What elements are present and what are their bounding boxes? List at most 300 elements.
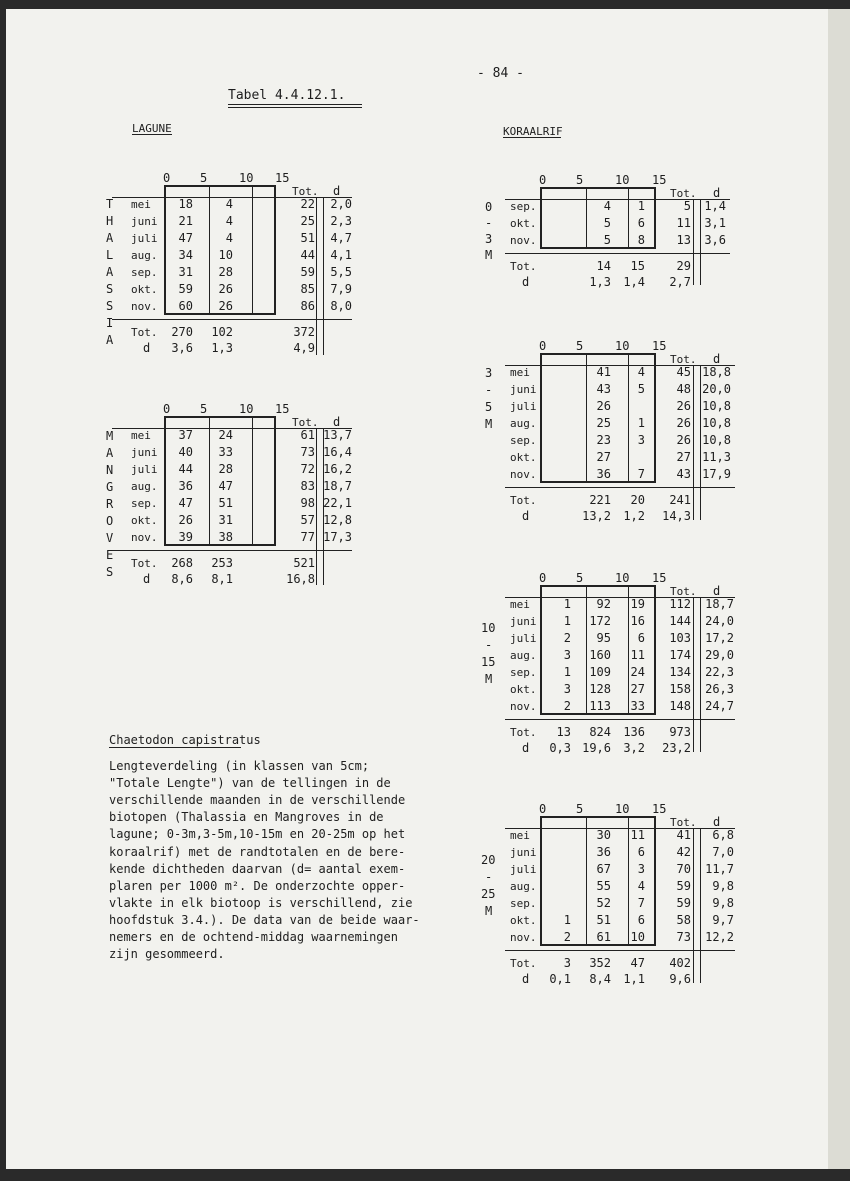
mangroves-cell: 44 [178,462,193,476]
reef_0_3-month-label: sep. [510,200,537,213]
mangroves-cell: 47 [218,479,233,493]
thalassia-cell: 2,3 [330,214,352,228]
mangroves-side-label: A [106,446,114,460]
reef_10_15-density-cell: 19,6 [582,741,611,755]
reef_0_3-axis-label: 0 [539,173,547,187]
reef_10_15-tot-header: Tot. [670,585,697,598]
reef_3_5-cell: 3 [637,433,645,447]
reef_20_25-density-cell: 0,1 [549,972,571,986]
thalassia-axis-label: 0 [163,171,171,185]
reef_3_5-month-label: juli [510,400,537,413]
reef_10_15-cell: 18,7 [705,597,734,611]
reef_0_3-cell: 13 [676,233,691,247]
reef_20_25-month-label: aug. [510,880,537,893]
mangroves-cell: 47 [178,496,193,510]
reef_0_3-side-label: M [485,248,493,262]
mangroves-total-cell: 268 [171,556,193,570]
reef_3_5-cell: 17,9 [702,467,731,481]
reef_0_3-month-label: okt. [510,217,537,230]
reef_10_15-cell: 95 [596,631,611,645]
thalassia-density-cell: 4,9 [293,341,315,355]
reef_20_25-cell: 3 [637,862,645,876]
reef_20_25-side-label: - [485,870,493,884]
thalassia-cell: 31 [178,265,193,279]
reef_0_3-axis-label: 15 [652,173,667,187]
reef_3_5-axis-label: 5 [576,339,584,353]
reef_20_25-tot-header: Tot. [670,816,697,829]
reef_20_25-axis-label: 0 [539,802,547,816]
thalassia-tot-row-label: Tot. [131,326,158,339]
table-title: Tabel 4.4.12.1. [228,88,346,103]
mangroves-cell: 38 [218,530,233,544]
caption-heading-underline [109,747,241,748]
reef_20_25-cell: 58 [676,913,691,927]
reef_10_15-month-label: mei [510,598,530,611]
reef_0_3-side-label: 3 [485,232,493,246]
reef_3_5-side-label: 5 [485,400,493,414]
mangroves-axis-label: 15 [275,402,290,416]
mangroves-month-label: sep. [131,497,158,510]
reef_0_3-density-cell: 1,4 [623,275,645,289]
reef_10_15-cell: 24,7 [705,699,734,713]
thalassia-d-row-label: d [143,341,151,355]
reef_10_15-cell: 6 [637,631,645,645]
thalassia-cell: 8,0 [330,299,352,313]
thalassia-month-label: sep. [131,266,158,279]
caption-line: hoofdstuk 3.4.). De data van de beide waar- [109,912,420,927]
thalassia-tot-header: Tot. [292,185,319,198]
reef_10_15-cell: 172 [589,614,611,628]
reef_3_5-cell: 43 [596,382,611,396]
reef_10_15-cell: 2 [563,699,571,713]
reef_20_25-cell: 6 [637,845,645,859]
thalassia-cell: 34 [178,248,193,262]
reef_10_15-cell: 109 [589,665,611,679]
mangroves-cell: 17,3 [323,530,352,544]
reef_20_25-cell: 10 [630,930,645,944]
mangroves-cell: 26 [178,513,193,527]
mangroves-side-label: M [106,429,114,443]
page-number: - 84 - [477,66,524,81]
reef_0_3-density-cell: 2,7 [669,275,691,289]
reef_10_15-cell: 24 [630,665,645,679]
mangroves-cell: 28 [218,462,233,476]
reef_10_15-d-row-label: d [522,741,530,755]
reef_3_5-cell: 10,8 [702,433,731,447]
reef_10_15-total-cell: 824 [589,725,611,739]
reef_0_3-d-row-label: d [522,275,530,289]
reef_10_15-cell: 1 [563,665,571,679]
mangroves-cell: 12,8 [323,513,352,527]
reef_10_15-month-label: nov. [510,700,537,713]
reef_20_25-cell: 36 [596,845,611,859]
reef_10_15-cell: 134 [669,665,691,679]
reef_10_15-cell: 3 [563,682,571,696]
mangroves-cell: 16,4 [323,445,352,459]
caption-line: nemers en de ochtend-middag waarnemingen [109,930,398,944]
reef_10_15-density-cell: 0,3 [549,741,571,755]
mangroves-cell: 16,2 [323,462,352,476]
reef_3_5-total-cell: 241 [669,493,691,507]
reef_10_15-cell: 148 [669,699,691,713]
thalassia-side-label: S [106,282,114,296]
reef_10_15-axis-label: 15 [652,571,667,585]
thalassia-side-label: S [106,299,114,313]
reef_20_25-cell: 11 [630,828,645,842]
thalassia-side-label: A [106,333,114,347]
reef_10_15-cell: 3 [563,648,571,662]
reef_20_25-cell: 11,7 [705,862,734,876]
mangroves-cell: 13,7 [323,428,352,442]
reef_20_25-month-label: mei [510,829,530,842]
reef_3_5-axis-label: 10 [615,339,630,353]
mangroves-cell: 57 [300,513,315,527]
reef_0_3-cell: 4 [603,199,611,213]
reef_20_25-total-cell: 352 [589,956,611,970]
reef_0_3-cell: 3,1 [704,216,726,230]
reef_20_25-month-label: sep. [510,897,537,910]
reef_10_15-month-label: juli [510,632,537,645]
mangroves-cell: 77 [300,530,315,544]
reef_20_25-cell: 6 [637,913,645,927]
thalassia-cell: 5,5 [330,265,352,279]
reef_10_15-cell: 24,0 [705,614,734,628]
reef_10_15-cell: 113 [589,699,611,713]
reef_10_15-side-label: 10 [481,621,496,635]
reef_10_15-axis-label: 10 [615,571,630,585]
reef_20_25-cell: 52 [596,896,611,910]
thalassia-side-label: A [106,265,114,279]
reef_10_15-cell: 1 [563,614,571,628]
reef_20_25-cell: 41 [676,828,691,842]
reef_3_5-total-cell: 20 [630,493,645,507]
reef_10_15-d-header: d [713,584,721,598]
mangroves-cell: 83 [300,479,315,493]
reef_0_3-cell: 5 [683,199,691,213]
mangroves-cell: 51 [218,496,233,510]
mangroves-class-rule [252,418,253,544]
reef_20_25-cell: 55 [596,879,611,893]
thalassia-cell: 26 [218,299,233,313]
thalassia-cell: 4 [225,214,233,228]
reef_10_15-axis-label: 0 [539,571,547,585]
reef_10_15-cell: 92 [596,597,611,611]
caption-line: kende dichtheden daarvan (d= aantal exem- [109,861,406,876]
thalassia-cell: 86 [300,299,315,313]
mangroves-density-cell: 16,8 [286,572,315,586]
reef_10_15-cell: 112 [669,597,691,611]
thalassia-cell: 25 [300,214,315,228]
thalassia-axis-label: 5 [200,171,208,185]
reef_10_15-cell: 174 [669,648,691,662]
reef_10_15-cell: 29,0 [705,648,734,662]
reef_3_5-cell: 18,8 [702,365,731,379]
reef_3_5-cell: 23 [596,433,611,447]
mangroves-d-header: d [333,415,341,429]
thalassia-cell: 51 [300,231,315,245]
mangroves-cell: 40 [178,445,193,459]
thalassia-cell: 47 [178,231,193,245]
reef_10_15-axis-label: 5 [576,571,584,585]
mangroves-month-label: aug. [131,480,158,493]
reef_3_5-cell: 10,8 [702,399,731,413]
title-underline [228,104,362,105]
thalassia-cell: 4 [225,231,233,245]
thalassia-cell: 28 [218,265,233,279]
reef_10_15-cell: 16 [630,614,645,628]
mangroves-cell: 98 [300,496,315,510]
mangroves-side-label: S [106,565,114,579]
reef_10_15-cell: 26,3 [705,682,734,696]
mangroves-axis-label: 10 [239,402,254,416]
reef_10_15-total-cell: 136 [623,725,645,739]
reef_20_25-cell: 12,2 [705,930,734,944]
reef_10_15-cell: 17,2 [705,631,734,645]
reef_0_3-axis-label: 5 [576,173,584,187]
reef_20_25-d-row-label: d [522,972,530,986]
reef_20_25-axis-label: 5 [576,802,584,816]
thalassia-month-label: nov. [131,300,158,313]
thalassia-cell: 2,0 [330,197,352,211]
reef_10_15-total-cell: 13 [556,725,571,739]
mangroves-cell: 33 [218,445,233,459]
reef_0_3-mid-rule [505,253,730,254]
reef_0_3-cell: 11 [676,216,691,230]
reef_0_3-axis-label: 10 [615,173,630,187]
reef_20_25-month-label: nov. [510,931,537,944]
thalassia-cell: 18 [178,197,193,211]
thalassia-month-label: mei [131,198,151,211]
thalassia-month-label: aug. [131,249,158,262]
next-page-edge [828,9,850,1169]
reef_10_15-cell: 1 [563,597,571,611]
reef_3_5-cell: 41 [596,365,611,379]
reef_3_5-cell: 27 [596,450,611,464]
lagune-heading: LAGUNE [132,122,172,135]
mangroves-side-label: V [106,531,114,545]
caption-line: lagune; 0-3m,3-5m,10-15m en 20-25m op het [109,827,406,842]
reef_10_15-cell: 158 [669,682,691,696]
mangroves-month-label: okt. [131,514,158,527]
reef_10_15-cell: 103 [669,631,691,645]
reef_10_15-cell: 144 [669,614,691,628]
mangroves-cell: 39 [178,530,193,544]
reef_0_3-density-cell: 1,3 [589,275,611,289]
caption-line: verschillende maanden in de verschillende [109,793,406,808]
reef_3_5-density-cell: 13,2 [582,509,611,523]
thalassia-cell: 4,1 [330,248,352,262]
mangroves-density-cell: 8,1 [211,572,233,586]
mangroves-d-row-label: d [143,572,151,586]
reef_3_5-month-label: juni [510,383,537,396]
koraalrif-heading: KORAALRIF [503,125,563,138]
thalassia-cell: 21 [178,214,193,228]
reef_3_5-cell: 43 [676,467,691,481]
reef_20_25-cell: 9,8 [712,879,734,893]
thalassia-cell: 4,7 [330,231,352,245]
reef_20_25-cell: 61 [596,930,611,944]
reef_3_5-month-label: nov. [510,468,537,481]
reef_0_3-d-header: d [713,186,721,200]
reef_20_25-cell: 9,7 [712,913,734,927]
reef_20_25-cell: 70 [676,862,691,876]
reef_20_25-cell: 2 [563,930,571,944]
reef_3_5-month-label: okt. [510,451,537,464]
thalassia-side-label: I [106,316,114,330]
reef_3_5-cell: 11,3 [702,450,731,464]
thalassia-total-cell: 372 [293,325,315,339]
caption-line: plaren per 1000 m². De onderzochte opper- [109,878,406,893]
reef_20_25-side-label: 20 [481,853,496,867]
reef_20_25-cell: 59 [676,879,691,893]
caption-line: koraalrif) met de randtotalen en de bere- [109,844,406,859]
document-page [6,9,828,1169]
reef_3_5-tot-header: Tot. [670,353,697,366]
title-underline-2 [228,107,362,108]
thalassia-cell: 60 [178,299,193,313]
thalassia-cell: 59 [300,265,315,279]
reef_20_25-cell: 7,0 [712,845,734,859]
thalassia-month-label: juli [131,232,158,245]
reef_3_5-tot-row-label: Tot. [510,494,537,507]
reef_0_3-cell: 5 [603,233,611,247]
caption-line: Lengteverdeling (in klassen van 5cm; [109,759,370,773]
mangroves-cell: 73 [300,445,315,459]
reef_20_25-d-header: d [713,815,721,829]
reef_3_5-d-header: d [713,352,721,366]
reef_3_5-cell: 26 [676,416,691,430]
thalassia-month-label: juni [131,215,158,228]
thalassia-cell: 59 [178,282,193,296]
reef_10_15-month-label: sep. [510,666,537,679]
thalassia-axis-label: 10 [239,171,254,185]
mangroves-month-label: mei [131,429,151,442]
reef_10_15-month-label: okt. [510,683,537,696]
reef_10_15-side-label: 15 [481,655,496,669]
lagune-underline [132,134,172,135]
reef_20_25-cell: 1 [563,913,571,927]
mangroves-side-label: E [106,548,114,562]
reef_0_3-cell: 6 [637,216,645,230]
reef_3_5-side-label: - [485,383,493,397]
reef_10_15-cell: 27 [630,682,645,696]
mangroves-cell: 22,1 [323,496,352,510]
caption-line: biotopen (Thalassia en Mangroves in de [109,810,384,825]
mangroves-month-label: juni [131,446,158,459]
reef_10_15-density-cell: 23,2 [662,741,691,755]
reef_10_15-month-label: juni [510,615,537,628]
mangroves-total-cell: 253 [211,556,233,570]
reef_20_25-cell: 30 [596,828,611,842]
reef_0_3-cell: 1,4 [704,199,726,213]
reef_20_25-cell: 7 [637,896,645,910]
mangroves-month-label: nov. [131,531,158,544]
thalassia-total-cell: 102 [211,325,233,339]
caption-heading: Chaetodon capistratus [109,733,261,747]
reef_3_5-axis-label: 15 [652,339,667,353]
reef_3_5-cell: 26 [676,433,691,447]
reef_10_15-density-cell: 3,2 [623,741,645,755]
caption-line: zijn gesommeerd. [109,947,225,962]
reef_3_5-month-label: sep. [510,434,537,447]
reef_3_5-cell: 26 [676,399,691,413]
reef_3_5-month-label: mei [510,366,530,379]
thalassia-cell: 85 [300,282,315,296]
reef_0_3-cell: 1 [637,199,645,213]
reef_0_3-tot-header: Tot. [670,187,697,200]
reef_10_15-cell: 22,3 [705,665,734,679]
reef_20_25-month-label: okt. [510,914,537,927]
reef_3_5-cell: 48 [676,382,691,396]
reef_0_3-cell: 5 [603,216,611,230]
reef_3_5-total-cell: 221 [589,493,611,507]
reef_3_5-cell: 10,8 [702,416,731,430]
reef_0_3-total-cell: 29 [676,259,691,273]
mangroves-cell: 36 [178,479,193,493]
reef_3_5-density-cell: 1,2 [623,509,645,523]
mangroves-tot-header: Tot. [292,416,319,429]
reef_0_3-tot-row-label: Tot. [510,260,537,273]
mangroves-side-label: G [106,480,114,494]
mangroves-month-label: juli [131,463,158,476]
reef_3_5-cell: 4 [637,365,645,379]
koraalrif-underline [503,137,561,138]
thalassia-side-label: A [106,231,114,245]
thalassia-side-label: T [106,197,114,211]
reef_3_5-cell: 20,0 [702,382,731,396]
reef_10_15-tot-row-label: Tot. [510,726,537,739]
reef_20_25-total-cell: 47 [630,956,645,970]
reef_10_15-cell: 33 [630,699,645,713]
mangroves-side-label: O [106,514,114,528]
mangroves-total-cell: 521 [293,556,315,570]
thalassia-d-header: d [333,184,341,198]
reef_20_25-density-cell: 1,1 [623,972,645,986]
reef_20_25-total-cell: 402 [669,956,691,970]
thalassia-class-rule [252,187,253,313]
reef_3_5-cell: 1 [637,416,645,430]
reef_20_25-month-label: juli [510,863,537,876]
thalassia-cell: 22 [300,197,315,211]
mangroves-cell: 72 [300,462,315,476]
reef_20_25-side-label: 25 [481,887,496,901]
reef_3_5-cell: 45 [676,365,691,379]
reef_3_5-density-cell: 14,3 [662,509,691,523]
reef_20_25-month-label: juni [510,846,537,859]
reef_3_5-side-label: 3 [485,366,493,380]
mangroves-cell: 61 [300,428,315,442]
reef_10_15-side-label: - [485,638,493,652]
thalassia-density-cell: 1,3 [211,341,233,355]
reef_0_3-side-label: 0 [485,200,493,214]
mangroves-cell: 18,7 [323,479,352,493]
mangroves-side-label: N [106,463,114,477]
reef_10_15-month-label: aug. [510,649,537,662]
mangroves-axis-label: 0 [163,402,171,416]
reef_0_3-total-cell: 15 [630,259,645,273]
reef_20_25-density-cell: 9,6 [669,972,691,986]
reef_3_5-cell: 7 [637,467,645,481]
thalassia-cell: 7,9 [330,282,352,296]
reef_20_25-tot-row-label: Tot. [510,957,537,970]
thalassia-total-cell: 270 [171,325,193,339]
thalassia-cell: 44 [300,248,315,262]
reef_10_15-cell: 11 [630,648,645,662]
thalassia-side-label: H [106,214,114,228]
mangroves-cell: 24 [218,428,233,442]
reef_20_25-cell: 73 [676,930,691,944]
mangroves-tot-row-label: Tot. [131,557,158,570]
